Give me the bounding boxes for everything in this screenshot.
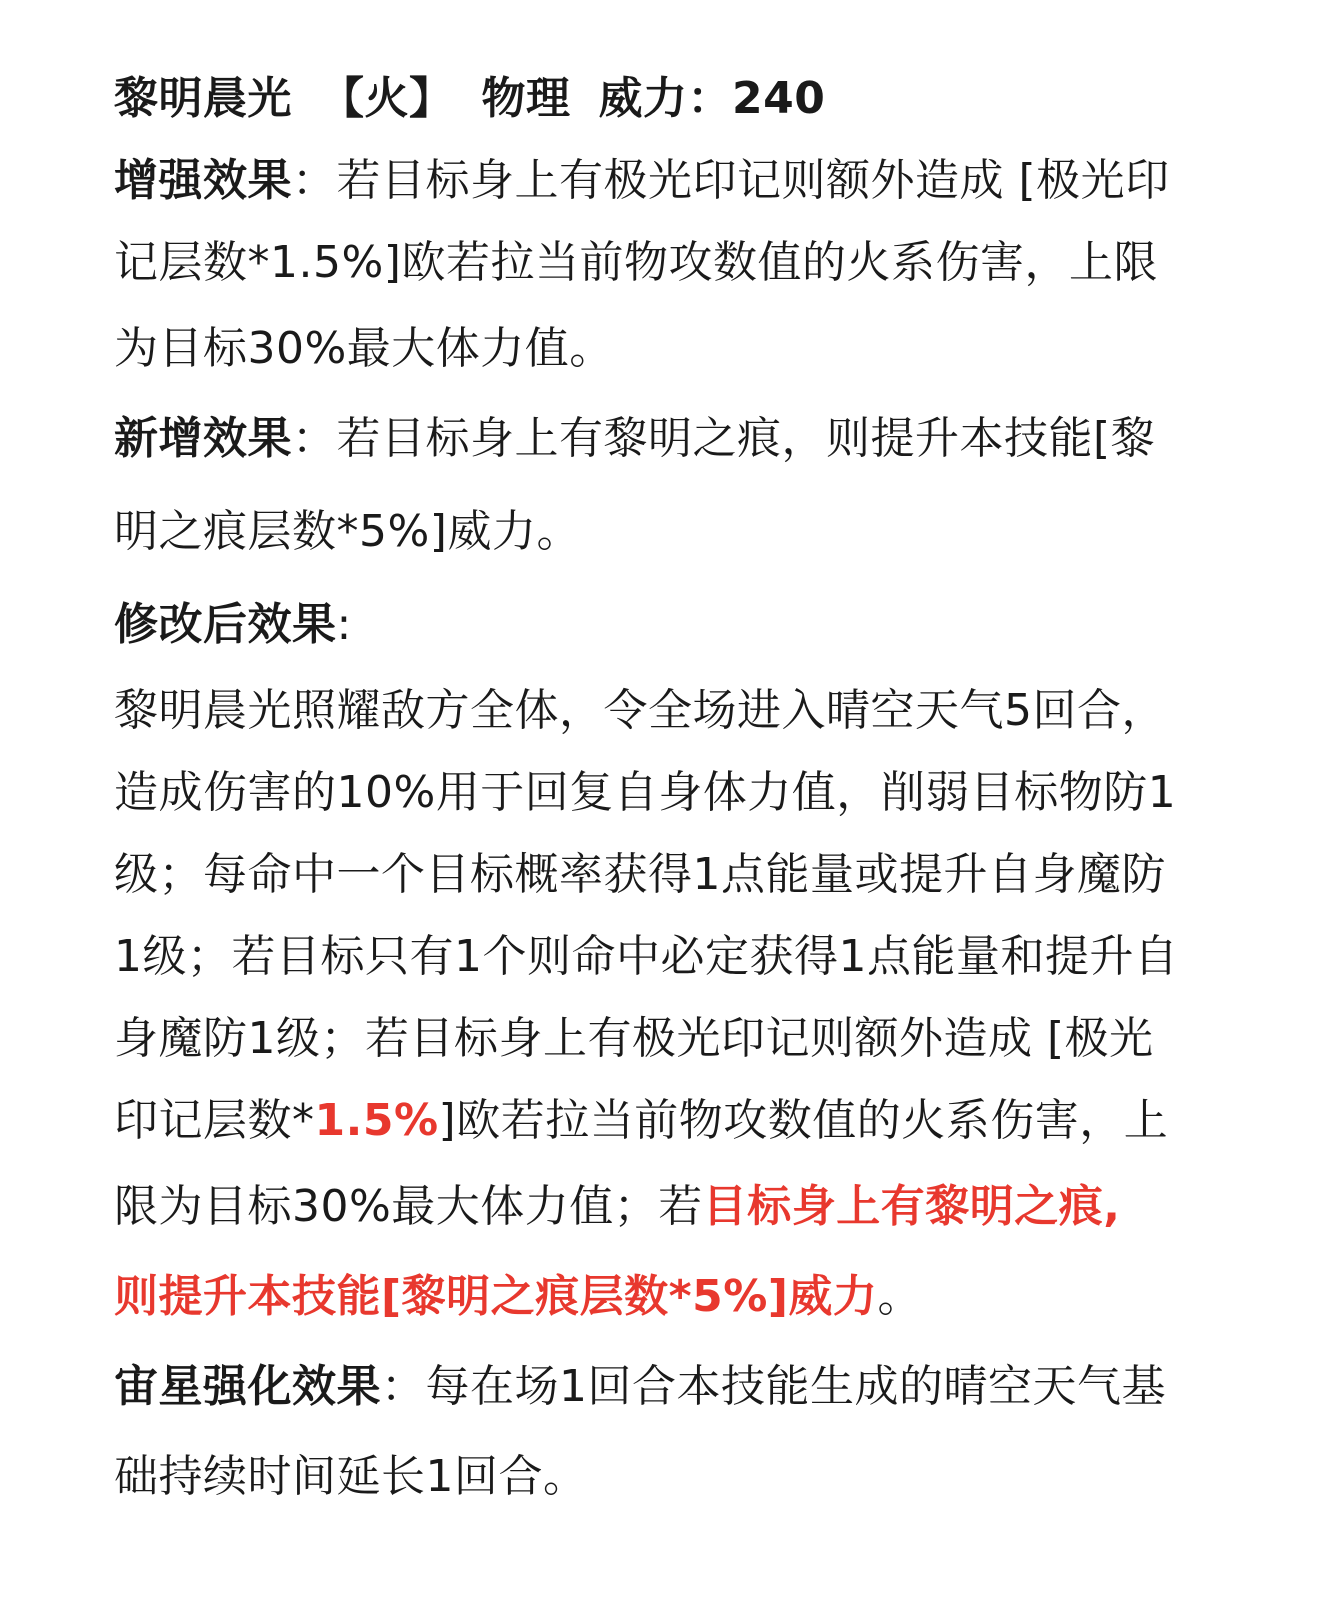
modified-line-5: 身魔防1级；若目标身上有极光印记则额外造成 [极光 bbox=[114, 1013, 1154, 1064]
modified-label: 修改后效果 bbox=[114, 599, 337, 650]
skill-category: 物理 bbox=[481, 73, 571, 124]
highlight-ratio: 1.5% bbox=[314, 1095, 439, 1146]
skill-element: 【火】 bbox=[320, 73, 454, 124]
modified-line-7-a: 限为目标30%最大体力值；若 bbox=[114, 1181, 703, 1232]
modified-line-1: 黎明晨光照耀敌方全体，令全场进入晴空天气5回合， bbox=[114, 685, 1166, 736]
modified-line-2: 造成伤害的10%用于回复自身体力值，削弱目标物防1 bbox=[114, 767, 1177, 818]
modified-line-6-a: 印记层数* bbox=[114, 1095, 315, 1146]
added-label: 新增效果 bbox=[114, 413, 292, 464]
modified-line-6 bbox=[114, 1080, 1224, 1162]
cosmic-line-2: 础持续时间延长1回合。 bbox=[114, 1451, 588, 1502]
highlight-dawn-mark: 目标身上有黎明之痕, bbox=[702, 1181, 1121, 1232]
skill-title bbox=[114, 58, 1224, 140]
modified-line-8 bbox=[114, 1252, 1224, 1342]
cosmic-text-1: 每在场1回合本技能生成的晴空天气基 bbox=[425, 1361, 1166, 1412]
cosmic-line-1 bbox=[114, 1342, 1224, 1432]
modified-line-8-end: 。 bbox=[877, 1271, 922, 1322]
enhance-text-1: 若目标身上有极光印记则额外造成 [极光印 bbox=[336, 155, 1170, 206]
skill-name: 黎明晨光 bbox=[114, 73, 292, 124]
modified-colon: : bbox=[336, 599, 352, 650]
cosmic-colon: ： bbox=[381, 1361, 426, 1412]
added-colon: ： bbox=[292, 413, 337, 464]
added-line-1 bbox=[114, 394, 1224, 484]
cosmic-label: 宙星强化效果 bbox=[114, 1361, 381, 1412]
highlight-power-boost: 则提升本技能[黎明之痕层数*5%]威力 bbox=[114, 1271, 878, 1322]
modified-line-4: 1级；若目标只有1个则命中必定获得1点能量和提升自 bbox=[114, 931, 1179, 982]
enhance-colon: ： bbox=[292, 155, 337, 206]
enhance-line-3: 为目标30%最大体力值。 bbox=[114, 323, 614, 374]
enhance-label: 增强效果 bbox=[114, 155, 292, 206]
modified-line-6-b: ]欧若拉当前物攻数值的火系伤害，上 bbox=[438, 1095, 1169, 1146]
enhance-line-1 bbox=[114, 140, 1224, 222]
enhance-line-2: 记层数*1.5%]欧若拉当前物攻数值的火系伤害，上限 bbox=[114, 237, 1158, 288]
skill-power: 威力：240 bbox=[598, 73, 826, 124]
modified-line-3: 级；每命中一个目标概率获得1点能量或提升自身魔防 bbox=[114, 849, 1166, 900]
added-text-1: 若目标身上有黎明之痕，则提升本技能[黎 bbox=[336, 413, 1156, 464]
modified-line-7 bbox=[114, 1162, 1224, 1252]
skill-description bbox=[114, 58, 1224, 1522]
modified-heading bbox=[114, 580, 1224, 670]
added-line-2: 明之痕层数*5%]威力。 bbox=[114, 506, 581, 557]
